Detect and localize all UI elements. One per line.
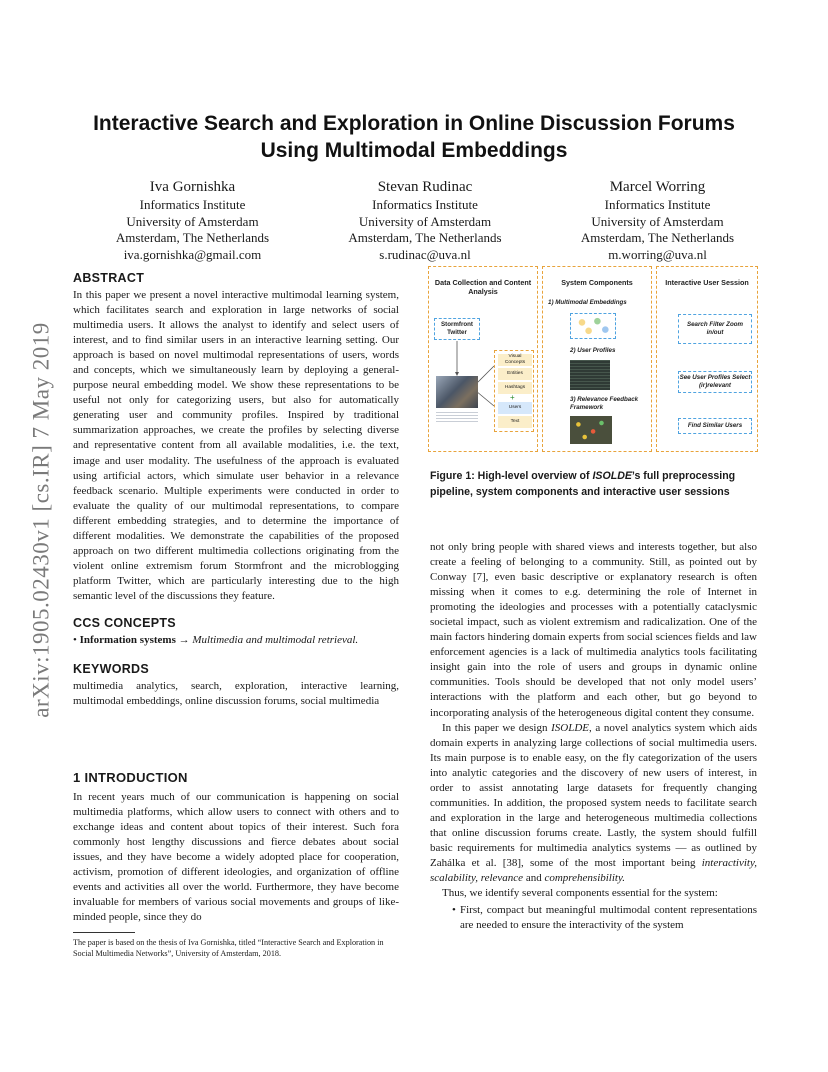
caption-system-name: ISOLDE (592, 470, 632, 482)
list-item-text: First, compact but meaningful multimodal content representations are needed to ensure the interactivity of the system (460, 904, 757, 932)
author-city: Amsterdam, The Netherlands (580, 230, 735, 245)
left-column (73, 271, 399, 709)
introduction-text: In recent years much of our communication is happening on social multimedia platforms, which allow users to connect with others and to exchange ideas and content about topics of their interest. Such fora commonly host lengthy discussions and fierce debates about social issues, and they have become a widely adopted place for cooperation, activism, promotion of different ideologies, and organization of offline events and activities all over the world. Furthermore, they have become invaluable for members of various social movements and groups of like-minded people, since they do (73, 791, 399, 924)
right-paragraph-2 (430, 721, 757, 887)
session-profiles-box (678, 371, 752, 393)
right-paragraph-1: not only bring people with shared views and interests together, but also create a feeling of belonging to a community. Still, as pointed out by Conway [7], even basic descriptive or explanatory research is often missing when it comes to e.g. determining the role of Internet in promoting the ideologies and processes with a potentially cataclysmic societal impact, such as violent extremism and radicalization. One of the main factors hindering domain experts from social sciences fields and law enforcement agencies is a lack of multimedia analytics tools facilitating insight gain into the role of users and groups in dynamic online communities. Tools should be developed that not only model users’ interactions with the platform and each other, but go beyond to incorporating analysis of the heterogeneous digital content they consume. (430, 541, 757, 719)
relevance-thumbnail (570, 416, 612, 444)
panel-title-system-components: System Components (561, 278, 633, 287)
keywords-section (73, 662, 399, 709)
component-user-profiles: 2) User Profiles (570, 347, 616, 354)
session-search-text: Search Filter Zoom in/out (686, 321, 744, 336)
arxiv-identifier (22, 290, 62, 750)
keywords-heading: KEYWORDS (73, 662, 150, 677)
ccs-bullet: • (73, 633, 77, 646)
author-city: Amsterdam, The Netherlands (115, 230, 270, 245)
right-paragraph-3: Thus, we identify several components essential for the system: (442, 887, 718, 900)
author-university: University of Amsterdam (591, 213, 724, 229)
author-3 (545, 178, 770, 263)
caption-suffix: ’s full preprocessing pipeline, system components and interactive user sessions (430, 470, 736, 498)
abstract-heading: ABSTRACT (73, 271, 145, 285)
footnote: The paper is based on the thesis of Iva Gornishka, titled “Interactive Search and Exploration in Social Multimedia Networks”, University of Amsterdam, 2018. (73, 938, 384, 958)
arxiv-identifier-text: arXiv:1905.02430v1 [cs.IR] 7 May 2019 (29, 322, 54, 718)
author-city: Amsterdam, The Netherlands (348, 230, 502, 245)
keywords-text: multimedia analytics, search, exploration, interactive learning, multimodal embeddings, online discussion forums, social multimedia (73, 680, 399, 708)
session-profiles-text: See User Profiles Select (ir)relevant (679, 374, 751, 389)
author-email: m.worring@uva.nl (608, 246, 707, 262)
p2-comprehensibility: comprehensibility. (544, 872, 626, 885)
user-profiles-thumbnail (570, 360, 610, 390)
author-name: Marcel Worring (609, 179, 706, 195)
list-item (430, 903, 757, 933)
author-block (80, 178, 770, 263)
p2-requirements: interactivity, scalability, relevance (430, 856, 757, 885)
plus-sign: + (510, 393, 515, 402)
author-name: Iva Gornishka (149, 179, 236, 195)
text-thumbnail (436, 410, 478, 422)
session-similar-box (678, 418, 752, 434)
p2-part-c: and (523, 872, 545, 885)
modality-text: Text (498, 416, 532, 428)
panel-title-user-session: Interactive User Session (665, 278, 749, 287)
p2-part-a: In this paper we design (442, 721, 552, 734)
author-email: s.rudinac@uva.nl (379, 246, 471, 262)
p2-system-name: ISOLDE (551, 721, 589, 734)
figure-caption (430, 469, 760, 500)
introduction-section (73, 770, 399, 925)
component-relevance-feedback: 3) Relevance Feedback Framework (570, 396, 639, 411)
title-line-2: Using Multimodal Embeddings (260, 139, 568, 162)
modality-hashtags: Hashtags (498, 382, 532, 394)
right-column (430, 540, 757, 933)
paper-title (60, 110, 768, 164)
ccs-heading: CCS CONCEPTS (73, 615, 176, 630)
embeddings-thumbnail (570, 313, 616, 339)
bullet-dot: • (452, 904, 456, 917)
title-line-1: Interactive Search and Exploration in Online Discussion Forums (93, 112, 735, 135)
author-institute: Informatics Institute (372, 197, 478, 212)
session-similar-text: Find Similar Users (687, 422, 743, 429)
author-1 (80, 178, 305, 263)
author-email: iva.gornishka@gmail.com (123, 246, 262, 262)
modality-entities: Entities (498, 368, 532, 380)
abstract-text: In this paper we present a novel interactive multimodal learning system, which facilitates search and exploration in large networks of social multimedia users. It allows the analyst to identify and select users of interest, and to find similar users in an interactive learning setting. Our approach is based on novel multimodal representations of users, words and concepts, which we simultaneously learn by deploying a general-purpose neural embedding model. We show these representations to be useful not only for categorizing users, but also for automatically generating user and community profiles. Inspired by traditional summarization approaches, we create the profiles by selecting diverse and representative content from all available modalities, i.e. the text, image and user modality. The usefulness of the approach is evaluated using artificial actors, which simulate user behavior in a relevance feedback scenario. Multiple experiments were conducted in order to evaluate the quality of our multimodal representations, to compare different embedding strategies, and to determine the importance of different modalities. We demonstrate the capabilities of the proposed approach on two different multimedia collections originating from the violent online extremism forum Stormfront and the microblogging platform Twitter, which are particularly interesting due to the high semantic level of the discussions they feature. (73, 289, 399, 602)
figure-1 (428, 266, 758, 456)
author-2 (313, 178, 538, 263)
introduction-heading: 1 INTRODUCTION (73, 770, 188, 785)
ccs-arrow: → (178, 633, 190, 646)
ccs-bold: Information systems (79, 633, 176, 646)
p2-part-b: , a novel analytics system which aids domain experts in analyzing large collections of social multimedia users. Its main purpose is to enable easy, on the fly categorization of the users into analytic categories and the discovery of new users of interest, in order to assist annotating large datasets for frequently changing communities. In addition, the proposed system needs to facilitate search and exploration in the large and heterogeneous multimedia collections that online discussion forums create. Lastly, the system should fulfill basic requirements for multimedia analytics systems — as outlined by Zahálka et al. [38], some of the most important being (430, 721, 758, 869)
author-university: University of Amsterdam (126, 213, 259, 229)
source-box: Stormfront Twitter (434, 318, 480, 340)
author-institute: Informatics Institute (604, 197, 711, 212)
caption-prefix: Figure 1: High-level overview of (430, 470, 593, 482)
modality-visual: Visual Concepts (498, 354, 532, 366)
author-institute: Informatics Institute (139, 197, 246, 212)
ccs-section (73, 616, 399, 648)
forum-image (436, 376, 478, 408)
component-embeddings: 1) Multimodal Embeddings (548, 299, 627, 306)
footnote-rule (73, 932, 135, 933)
session-search-box (678, 314, 752, 344)
ccs-italic: Multimedia and multimodal retrieval. (192, 633, 359, 646)
panel-title-data-collection: Data Collection and Content Analysis (434, 278, 532, 296)
ccs-concept (73, 633, 399, 648)
author-university: University of Amsterdam (358, 213, 492, 229)
modality-users: Users (498, 402, 532, 414)
components-list (430, 903, 757, 933)
author-name: Stevan Rudinac (377, 179, 473, 195)
